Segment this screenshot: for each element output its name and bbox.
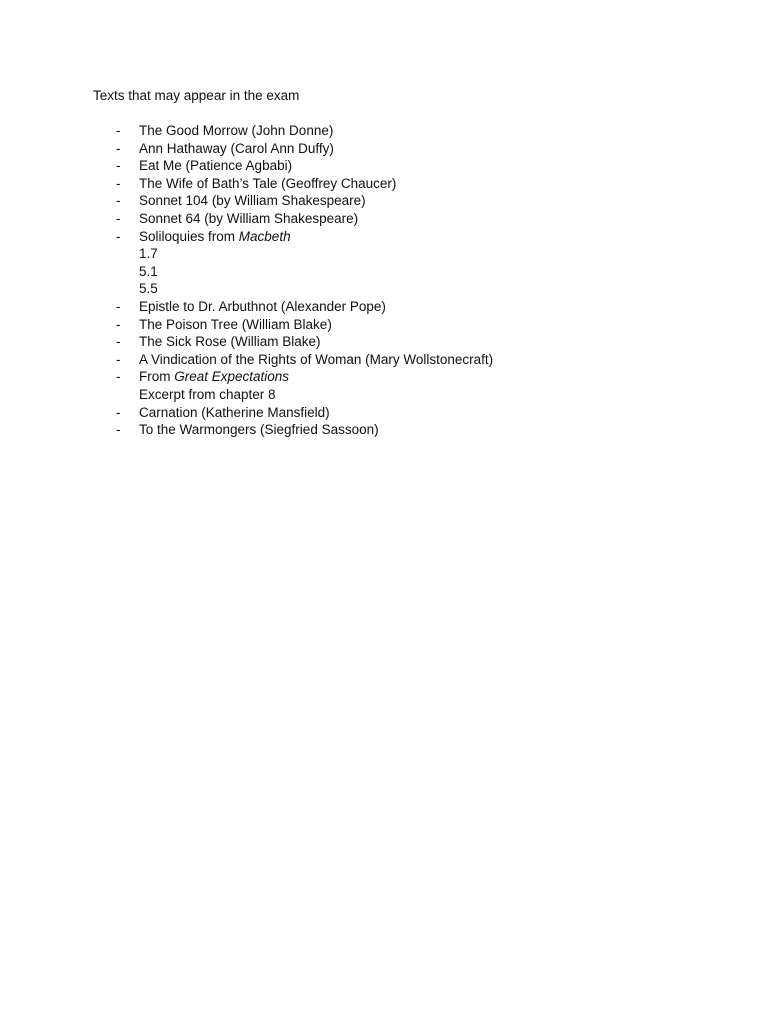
list-bullet: - — [116, 404, 121, 420]
list-item-text: To the Warmongers (Siegfried Sassoon) — [139, 422, 379, 438]
list-item-text: Ann Hathaway (Carol Ann Duffy) — [139, 140, 334, 156]
list-item — [0, 192, 768, 210]
list-bullet: - — [116, 422, 121, 438]
list-bullet: - — [116, 228, 121, 244]
list-bullet: - — [116, 351, 121, 367]
list-item — [0, 298, 768, 316]
list-item-text: The Wife of Bath’s Tale (Geoffrey Chaucer) — [139, 175, 397, 191]
list-item-text: The Poison Tree (William Blake) — [139, 316, 332, 332]
list-subitem — [0, 280, 768, 298]
list-item-prefix: Soliloquies from — [139, 228, 239, 244]
list-bullet: - — [116, 298, 121, 314]
list-item-text: The Good Morrow (John Donne) — [139, 123, 334, 138]
list-item — [0, 175, 768, 193]
list-item-text: Carnation (Katherine Mansfield) — [139, 404, 330, 420]
list-item — [0, 368, 768, 386]
list-bullet: - — [116, 316, 121, 332]
list-item — [0, 333, 768, 351]
list-subitem — [0, 263, 768, 281]
scene-reference: 1.7 — [139, 246, 158, 262]
list-bullet: - — [116, 158, 121, 174]
texts-list — [0, 122, 768, 439]
list-bullet: - — [116, 210, 121, 226]
list-item-prefix: From — [139, 369, 175, 385]
list-bullet: - — [116, 123, 121, 138]
list-item-text: The Sick Rose (William Blake) — [139, 334, 321, 350]
excerpt-reference: Excerpt from chapter 8 — [139, 386, 276, 402]
document-heading: Texts that may appear in the exam — [93, 88, 300, 103]
list-item — [0, 122, 768, 140]
list-bullet: - — [116, 334, 121, 350]
list-item-text: Sonnet 104 (by William Shakespeare) — [139, 193, 366, 209]
list-item-text — [139, 228, 291, 246]
list-item-text — [139, 368, 289, 386]
work-title: Great Expectations — [174, 369, 290, 385]
list-item — [0, 210, 768, 228]
list-item — [0, 140, 768, 158]
list-bullet: - — [116, 369, 121, 385]
list-item-text: Sonnet 64 (by William Shakespeare) — [139, 210, 359, 226]
scene-reference: 5.1 — [139, 263, 158, 279]
list-item — [0, 316, 768, 334]
list-bullet: - — [116, 193, 121, 209]
work-title: Macbeth — [238, 228, 291, 244]
list-item-text: Eat Me (Patience Agbabi) — [139, 158, 293, 174]
list-subitem — [0, 386, 768, 404]
list-subitem — [0, 245, 768, 263]
list-bullet: - — [116, 140, 121, 156]
list-item — [0, 157, 768, 175]
list-item-text: A Vindication of the Rights of Woman (Mary Wollstonecraft) — [139, 351, 494, 367]
list-bullet: - — [116, 175, 121, 191]
scene-reference: 5.5 — [139, 281, 158, 297]
list-item — [0, 228, 768, 246]
list-item — [0, 404, 768, 422]
list-item — [0, 351, 768, 369]
list-item — [0, 421, 768, 439]
list-item-text: Epistle to Dr. Arbuthnot (Alexander Pope) — [139, 298, 386, 314]
